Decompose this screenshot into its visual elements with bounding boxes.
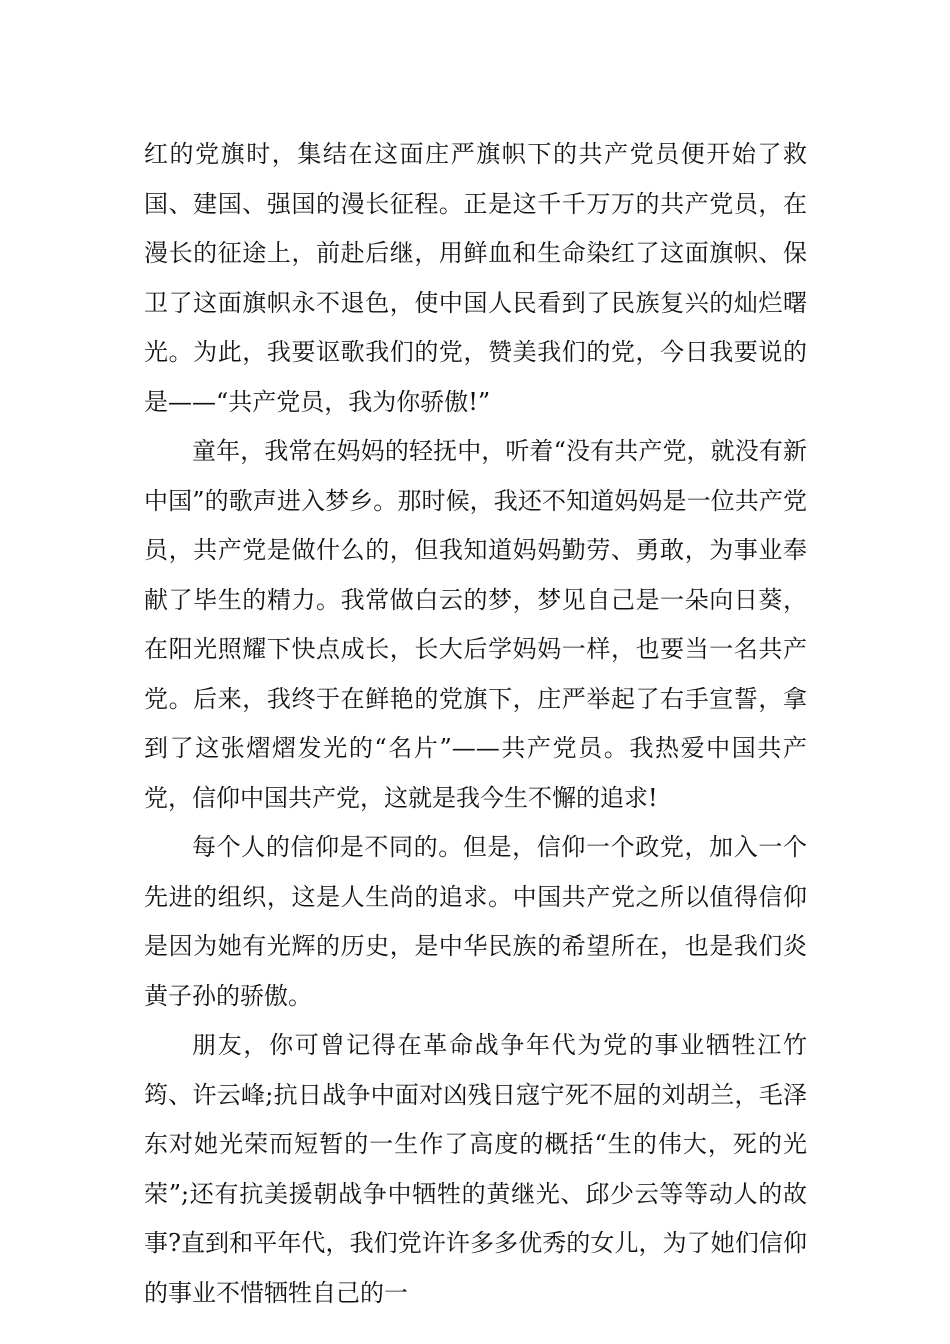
body-text [144,130,807,1318]
paragraph-continuation: 红的党旗时，集结在这面庄严旗帜下的共产党员便开始了救国、建国、强国的漫长征程。正是这千千万万的共产党员，在漫长的征途上，前赴后继，用鲜血和生命染红了这面旗帜、保卫了这面旗帜永不退色，使中国人民看到了民族复兴的灿烂曙光。为此，我要讴歌我们的党，赞美我们的党，今日我要说的是——“共产党员，我为你骄傲!” [144,140,807,416]
paragraph-childhood: 童年，我常在妈妈的轻抚中，听着“没有共产党，就没有新中国”的歌声进入梦乡。那时候，我还不知道妈妈是一位共产党员，共产党是做什么的，但我知道妈妈勤劳、勇敢，为事业奉献了毕生的精力。我常做白云的梦，梦见自己是一朵向日葵，在阳光照耀下快点成长，长大后学妈妈一样，也要当一名共产党。后来，我终于在鲜艳的党旗下，庄严举起了右手宣誓，拿到了这张熠熠发光的“名片”——共产党员。我热爱中国共产党，信仰中国共产党，这就是我今生不懈的追求! [144,437,807,812]
paragraph-heroes: 朋友，你可曾记得在革命战争年代为党的事业牺牲江竹筠、许云峰;抗日战争中面对凶残日寇宁死不屈的刘胡兰，毛泽东对她光荣而短暂的一生作了高度的概括“生的伟大，死的光荣”;还有抗美援朝战争中牺牲的黄继光、邱少云等等动人的故事?直到和平年代，我们党许许多多优秀的女儿，为了她们信仰的事业不惜牺牲自己的一 [144,1031,807,1307]
paragraph-belief: 每个人的信仰是不同的。但是，信仰一个政党，加入一个先进的组织，这是人生尚的追求。中国共产党之所以值得信仰是因为她有光辉的历史，是中华民族的希望所在，也是我们炎黄子孙的骄傲。 [144,833,807,1010]
